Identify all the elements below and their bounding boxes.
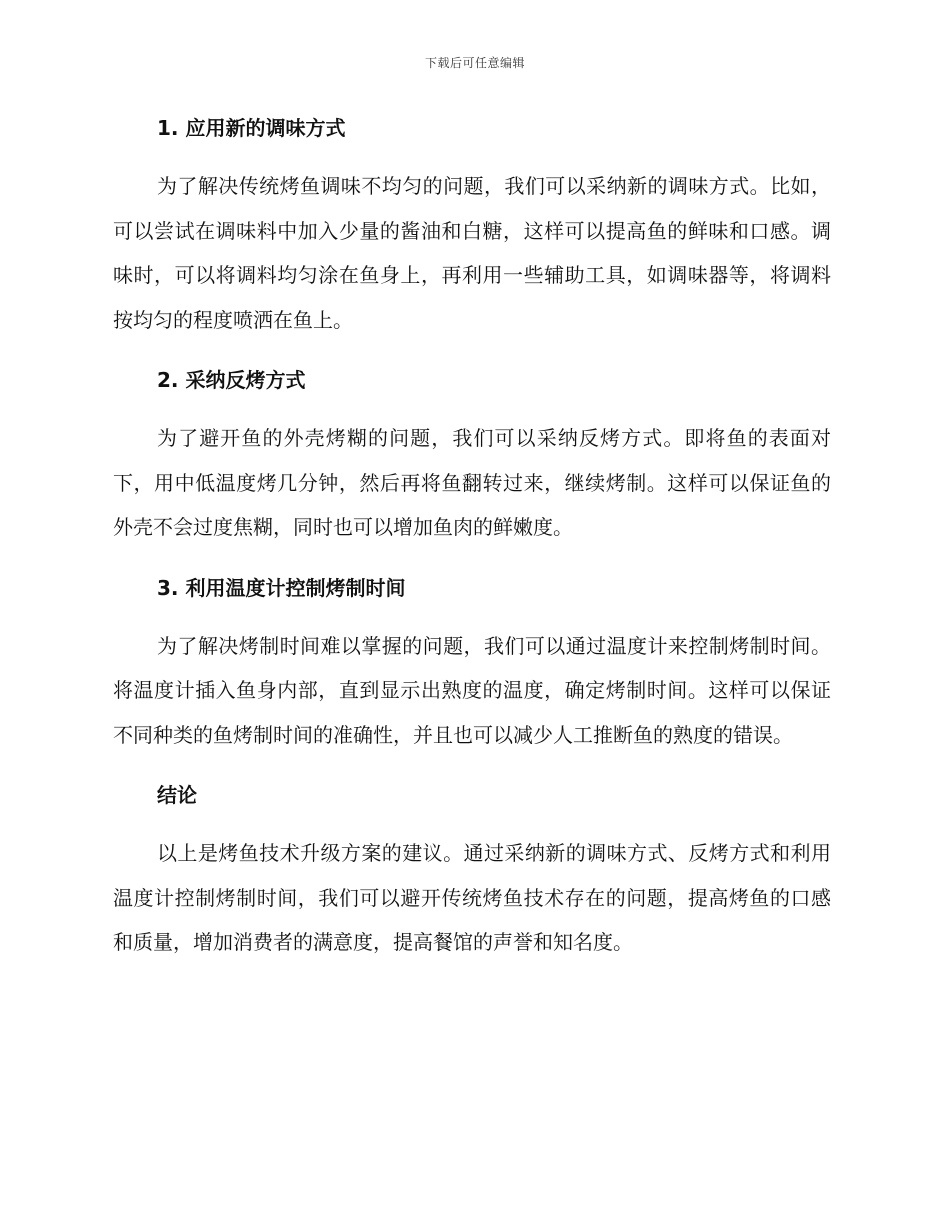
document-body — [113, 112, 831, 965]
header-note: 下载后可任意编辑 — [424, 56, 525, 70]
conclusion-heading: 结论 — [157, 783, 197, 807]
section-heading-2: 2. 采纳反烤方式 — [157, 368, 306, 392]
section-heading-3: 3. 利用温度计控制烤制时间 — [157, 575, 406, 600]
section-paragraph-3: 为了解决烤制时间难以掌握的问题，我们可以通过温度计来控制烤制时间。将温度计插入鱼身内部，直到显示出熟度的温度，确定烤制时间。这样可以保证不同种类的鱼烤制时间的准确性，并且也可以减少人工推断鱼的熟度的错误。 — [113, 633, 831, 747]
section-paragraph-1: 为了解决传统烤鱼调味不均匀的问题，我们可以采纳新的调味方式。比如，可以尝试在调味料中加入少量的酱油和白糖，这样可以提高鱼的鲜味和口感。调味时，可以将调料均匀涂在鱼身上，再利用一些辅助工具，如调味器等，将调料按均匀的程度喷洒在鱼上。 — [113, 174, 831, 332]
section-heading-1: 1. 应用新的调味方式 — [157, 116, 346, 140]
section-paragraph-2: 为了避开鱼的外壳烤糊的问题，我们可以采纳反烤方式。即将鱼的表面对下，用中低温度烤几分钟，然后再将鱼翻转过来，继续烤制。这样可以保证鱼的外壳不会过度焦糊，同时也可以增加鱼肉的鲜嫩度。 — [113, 426, 831, 539]
conclusion-paragraph: 以上是烤鱼技术升级方案的建议。通过采纳新的调味方式、反烤方式和利用温度计控制烤制时间，我们可以避开传统烤鱼技术存在的问题，提高烤鱼的口感和质量，增加消费者的满意度，提高餐馆的声誉和知名度。 — [113, 841, 831, 954]
